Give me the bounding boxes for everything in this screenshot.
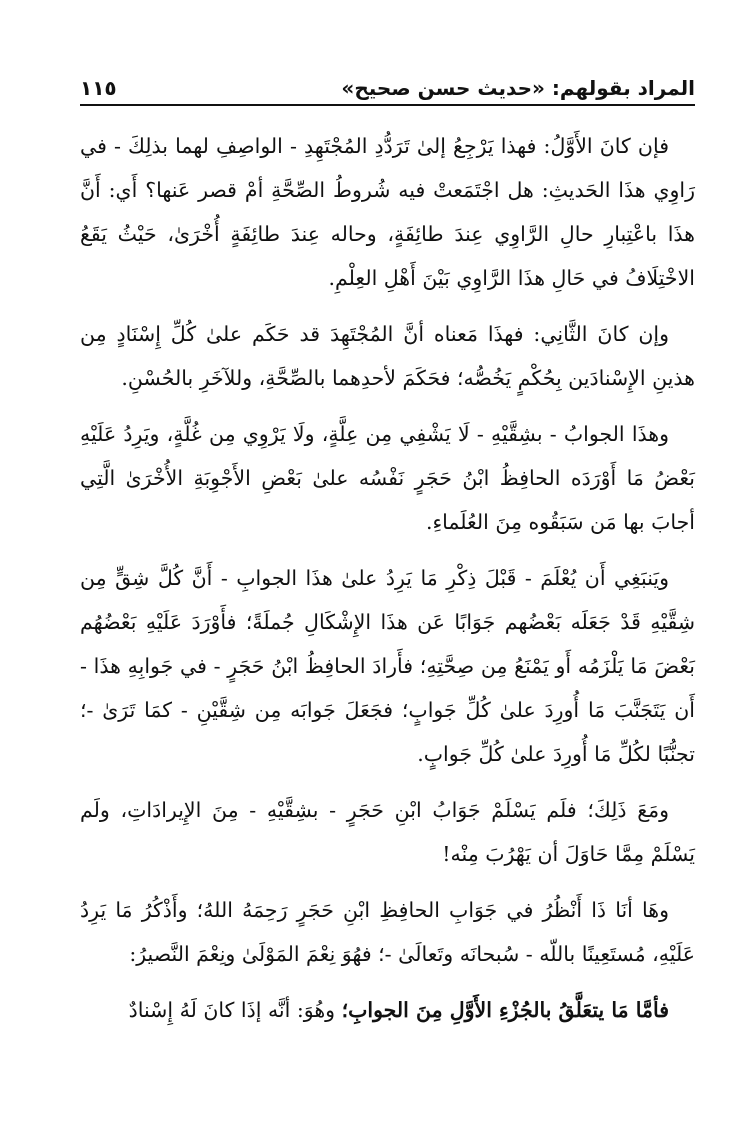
paragraph-7	[80, 988, 695, 1032]
paragraph-1: فإن كانَ الأَوَّلُ: فهذا يَرْجِعُ إلىٰ تَرَدُّدِ المُجْتَهِدِ - الواصِفِ لهما بذلِكَ - في رَاوِي هذَا الحَديثِ: هل اجْتَمَعتْ فيه شُروطُ الصِّحَّةِ أمْ قصر عَنها؟ أَي: أَنَّ هذَا باعْتِبارِ حالِ الرَّاوِي عِندَ طائِفَةٍ، وحاله عِندَ طائِفَةٍ أُخْرَىٰ، حَيْثُ يَقَعُ الاخْتِلَافُ في حَالِ هذَا الرَّاوِي بَيْنَ أَهْلِ العِلْمِ.	[80, 134, 695, 290]
paragraph-2: وإن كانَ الثَّانِي: فهذَا مَعناه أنَّ المُجْتَهِدَ قد حَكَم علىٰ كُلِّ إِسْنَادٍ مِن هذينِ الإِسْنادَين بِحُكْمٍ يَخُصُّه؛ فحَكَمَ لأحدِهما بالصِّحَّةِ، وللآخَرِ بالحُسْنِ.	[80, 322, 695, 390]
paragraph-6: وهَا أنَا ذَا أَنْظُرُ في جَوَابِ الحافِظِ ابْنِ حَجَرٍ رَحِمَهُ اللهُ؛ وأَذْكُرُ مَا يَرِدُ عَلَيْهِ، مُستَعِينًا باللّه - سُبحانَه وتَعالَىٰ -؛ فهُوَ نِعْمَ المَوْلَىٰ ونِعْمَ النَّصيرُ:	[80, 898, 695, 966]
paragraph-7-rest: وهُوَ: أنَّه إذَا كانَ لَهُ إِسْنادٌ	[128, 998, 342, 1022]
bold-lead-text: فأمَّا مَا يتعَلَّقُ بالجُزْءِ الأَوَّلِ مِنَ الجوابِ؛	[341, 998, 669, 1022]
paragraph-3: وهذَا الجوابُ - بشِقَّيْهِ - لَا يَشْفِي مِن عِلَّةٍ، ولَا يَرْوِي مِن غُلَّةٍ، ويَرِدُ عَلَيْهِ بَعْضُ مَا أَوْرَدَه الحافِظُ ابْنُ حَجَرٍ نَفْسُه علىٰ بَعْضِ الأَجْوِبَةِ الأُخْرَىٰ الَّتِي أجابَ بها مَن سَبَقُوه مِنَ العُلَماءِ.	[80, 422, 695, 534]
running-title: المراد بقولهم: «حديث حسن صحيح»	[341, 76, 695, 100]
paragraph-4: ويَنبَغِي أَن يُعْلَمَ - قَبْلَ ذِكْرِ مَا يَرِدُ علىٰ هذَا الجوابِ - أَنَّ كُلَّ شِقٍّ مِن شِقَّيْهِ قَدْ جَعَلَه بَعْضُهم جَوَابًا عَن هذَا الإِشْكَالِ جُملَةً؛ فأَوْرَدَ عَلَيْهِ بَعْضُهُم بَعْضَ مَا يَلْزَمُه أَو يَمْنَعُ مِن صِحَّتِهِ؛ فأَرادَ الحافِظُ ابْنُ حَجَرٍ - في جَوابِهِ هذَا - أَن يَتَجَنَّبَ مَا أُورِدَ علىٰ كُلِّ جَوابٍ؛ فجَعَلَ جَوابَه مِن شِقَّيْنِ - كمَا تَرَىٰ -؛ تجنُّبًا لكُلِّ مَا أُورِدَ علىٰ كُلِّ جَوابٍ.	[80, 566, 695, 766]
paragraph-5: ومَعَ ذَلِكَ؛ فلَم يَسْلَمْ جَوَابُ ابْنِ حَجَرٍ - بشِقَّيْهِ - مِنَ الإِيرادَاتِ، ولَم يَسْلَمْ مِمَّا حَاوَلَ أن يَهْرُبَ مِنْه!	[80, 798, 695, 866]
body-text	[80, 124, 695, 1044]
page-number: ١١٥	[80, 76, 117, 100]
page-header	[80, 60, 695, 106]
